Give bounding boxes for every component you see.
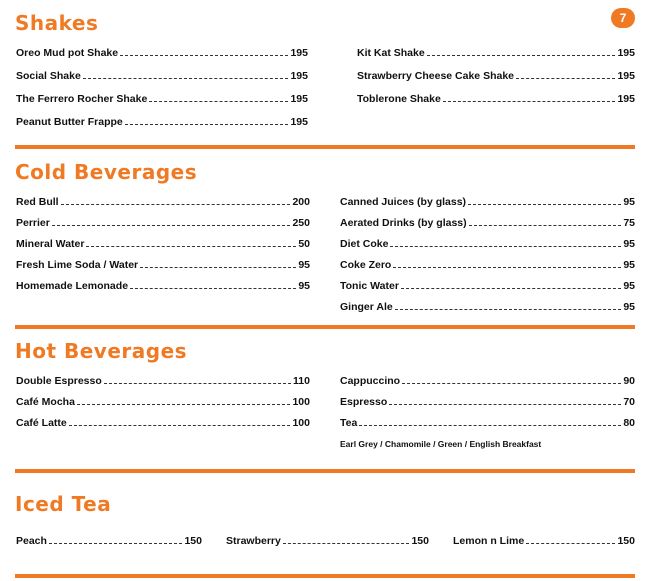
- dotted-leader: [140, 259, 296, 268]
- item-name: Diet Coke: [340, 238, 389, 250]
- dotted-leader: [359, 417, 621, 426]
- item-price: 70: [623, 396, 635, 408]
- menu-item: [340, 375, 635, 396]
- section-divider: [15, 469, 635, 473]
- menu-item: [16, 259, 310, 280]
- item-price: 95: [298, 280, 310, 292]
- item-price: 195: [617, 93, 635, 105]
- item-price: 95: [623, 196, 635, 208]
- item-name: Cappuccino: [340, 375, 401, 387]
- item-name: Double Espresso: [16, 375, 102, 387]
- menu-item: [16, 93, 308, 116]
- item-name: Social Shake: [16, 70, 81, 82]
- item-name: Café Latte: [16, 417, 67, 429]
- item-name: Homemade Lemonade: [16, 280, 129, 292]
- menu-item: [16, 70, 308, 93]
- dotted-leader: [52, 217, 291, 226]
- hot-right-column: [340, 375, 635, 449]
- dotted-leader: [427, 47, 616, 56]
- dotted-leader: [516, 70, 615, 79]
- menu-item: [226, 535, 429, 556]
- menu-item: [16, 396, 310, 417]
- dotted-leader: [401, 280, 621, 289]
- item-price: 90: [623, 375, 635, 387]
- iced-tea-item-2: [226, 535, 429, 556]
- item-name: The Ferrero Rocher Shake: [16, 93, 148, 105]
- item-price: 150: [184, 535, 202, 547]
- item-price: 110: [293, 375, 310, 387]
- item-name: Peanut Butter Frappe: [16, 116, 123, 128]
- menu-item: [340, 259, 635, 280]
- menu-item: [16, 238, 310, 259]
- menu-item: [340, 417, 635, 438]
- item-price: 50: [298, 238, 310, 250]
- item-name: Ginger Ale: [340, 301, 393, 313]
- item-price: 250: [292, 217, 310, 229]
- item-name: Strawberry Cheese Cake Shake: [357, 70, 515, 82]
- dotted-leader: [389, 396, 621, 405]
- cold-left-column: [16, 196, 310, 301]
- dotted-leader: [120, 47, 288, 56]
- item-name: Kit Kat Shake: [357, 47, 425, 59]
- shakes-right-column: [357, 47, 635, 116]
- item-name: Café Mocha: [16, 396, 75, 408]
- item-price: 195: [290, 47, 308, 59]
- item-name: Fresh Lime Soda / Water: [16, 259, 139, 271]
- item-name: Tea: [340, 417, 358, 429]
- item-price: 95: [623, 259, 635, 271]
- section-divider: [15, 574, 635, 578]
- item-price: 200: [292, 196, 310, 208]
- iced-tea-item-3: [453, 535, 635, 556]
- iced-tea-title: Iced Tea: [15, 492, 112, 516]
- menu-item: [16, 375, 310, 396]
- menu-item: [340, 238, 635, 259]
- menu-item: [357, 70, 635, 93]
- item-name: Lemon n Lime: [453, 535, 525, 547]
- item-price: 150: [411, 535, 429, 547]
- dotted-leader: [283, 535, 410, 544]
- menu-item: [340, 396, 635, 417]
- menu-item: [340, 217, 635, 238]
- item-price: 95: [623, 301, 635, 313]
- dotted-leader: [61, 196, 291, 205]
- dotted-leader: [469, 217, 622, 226]
- item-name: Espresso: [340, 396, 388, 408]
- item-name: Aerated Drinks (by glass): [340, 217, 467, 229]
- dotted-leader: [402, 375, 621, 384]
- menu-item: [16, 417, 310, 438]
- dotted-leader: [395, 301, 622, 310]
- item-price: 95: [623, 280, 635, 292]
- item-name: Canned Juices (by glass): [340, 196, 467, 208]
- item-price: 195: [290, 116, 308, 128]
- dotted-leader: [77, 396, 291, 405]
- dotted-leader: [104, 375, 291, 384]
- menu-item: [357, 93, 635, 116]
- dotted-leader: [526, 535, 615, 544]
- dotted-leader: [49, 535, 183, 544]
- item-name: Oreo Mud pot Shake: [16, 47, 119, 59]
- item-name: Perrier: [16, 217, 50, 229]
- item-price: 150: [617, 535, 635, 547]
- menu-item: [16, 116, 308, 139]
- iced-tea-item-1: [16, 535, 202, 556]
- item-name: Strawberry: [226, 535, 281, 547]
- item-price: 195: [290, 93, 308, 105]
- dotted-leader: [69, 417, 291, 426]
- item-price: 195: [290, 70, 308, 82]
- item-price: 80: [623, 417, 635, 429]
- menu-item: [340, 280, 635, 301]
- dotted-leader: [393, 259, 621, 268]
- menu-item: [357, 47, 635, 70]
- dotted-leader: [468, 196, 621, 205]
- page-number-badge: 7: [611, 8, 635, 28]
- section-divider: [15, 145, 635, 149]
- item-price: 100: [292, 396, 310, 408]
- item-name: Red Bull: [16, 196, 59, 208]
- item-name: Tonic Water: [340, 280, 399, 292]
- item-name: Mineral Water: [16, 238, 85, 250]
- dotted-leader: [83, 70, 289, 79]
- dotted-leader: [86, 238, 296, 247]
- shakes-title: Shakes: [15, 11, 99, 35]
- menu-item: [340, 301, 635, 322]
- menu-item: [16, 217, 310, 238]
- item-name: Peach: [16, 535, 47, 547]
- dotted-leader: [443, 93, 616, 102]
- dotted-leader: [130, 280, 296, 289]
- item-price: 195: [617, 47, 635, 59]
- hot-left-column: [16, 375, 310, 438]
- item-name: Coke Zero: [340, 259, 392, 271]
- cold-beverages-title: Cold Beverages: [15, 160, 198, 184]
- hot-beverages-title: Hot Beverages: [15, 339, 188, 363]
- item-price: 195: [617, 70, 635, 82]
- dotted-leader: [390, 238, 621, 247]
- menu-item: [16, 196, 310, 217]
- cold-right-column: [340, 196, 635, 322]
- menu-item: [16, 47, 308, 70]
- dotted-leader: [125, 116, 289, 125]
- menu-item: [340, 196, 635, 217]
- menu-item: [16, 280, 310, 301]
- item-price: 95: [623, 238, 635, 250]
- section-divider: [15, 325, 635, 329]
- tea-varieties-note: Earl Grey / Chamomile / Green / English Breakfast: [340, 439, 542, 449]
- menu-item: [16, 535, 202, 556]
- item-price: 95: [298, 259, 310, 271]
- shakes-left-column: [16, 47, 308, 139]
- item-name: Toblerone Shake: [357, 93, 441, 105]
- item-price: 75: [623, 217, 635, 229]
- menu-item: [453, 535, 635, 556]
- dotted-leader: [149, 93, 288, 102]
- item-price: 100: [292, 417, 310, 429]
